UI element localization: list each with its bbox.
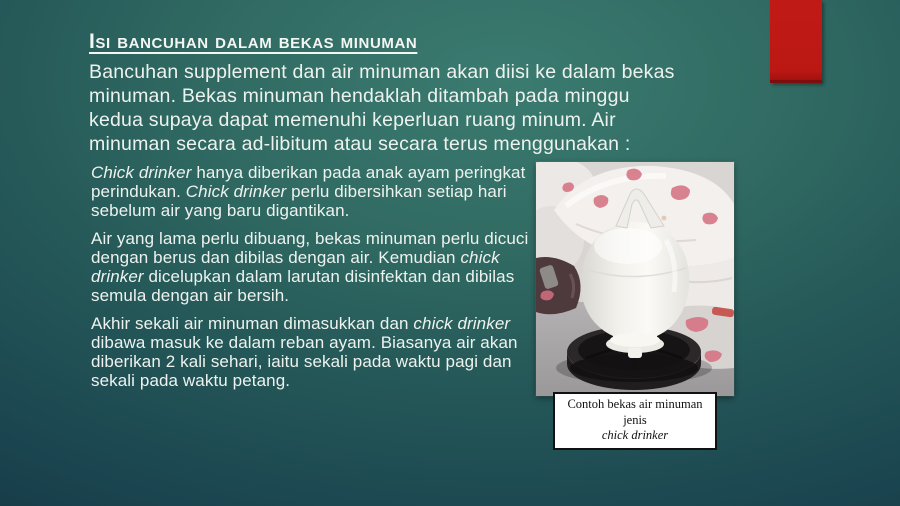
slide-title: Isi bancuhan dalam bekas minuman xyxy=(89,30,418,53)
body-text-column xyxy=(91,163,539,399)
figure-chick-drinker xyxy=(536,162,734,396)
chick-drinker-photo xyxy=(536,162,734,396)
caption-line-1: Contoh bekas air minuman jenis xyxy=(567,397,703,427)
caption-line-2: chick drinker xyxy=(601,428,669,443)
italic-term: Chick drinker xyxy=(91,163,192,182)
paragraph-schedule: Akhir sekali air minuman dimasukkan dan chick drinker dibawa masuk ke dalam reban ayam. Biasanya air akan diberikan 2 kali sehari, iaitu sekali pada waktu pagi dan sekali pada waktu petang. xyxy=(91,314,518,390)
intro-paragraph: Bancuhan supplement dan air minuman akan diisi ke dalam bekas minuman. Bekas minuman hendaklah ditambah pada minggu kedua supaya dapat memenuhi keperluan ruang minum. Air minuman secara ad-libitum atau secara terus menggunakan : xyxy=(89,61,675,155)
paragraph-cleaning: Air yang lama perlu dibuang, bekas minuman perlu dicuci dengan berus dan dibilas dengan air. Kemudian chick drinker dicelupkan dalam larutan disinfektan dan dibilas semula dengan air bersih. xyxy=(91,229,529,305)
italic-term: chick drinker xyxy=(413,314,511,333)
paragraph-chick-drinker-usage: Chick drinker hanya diberikan pada anak ayam peringkat perindukan. Chick drinker perlu dibersihkan setiap hari sebelum air yang baru digantikan. xyxy=(91,163,526,220)
figure-caption xyxy=(553,392,717,450)
red-accent-tab xyxy=(770,0,822,83)
italic-term: chick drinker xyxy=(91,248,500,286)
italic-term: Chick drinker xyxy=(185,182,287,201)
